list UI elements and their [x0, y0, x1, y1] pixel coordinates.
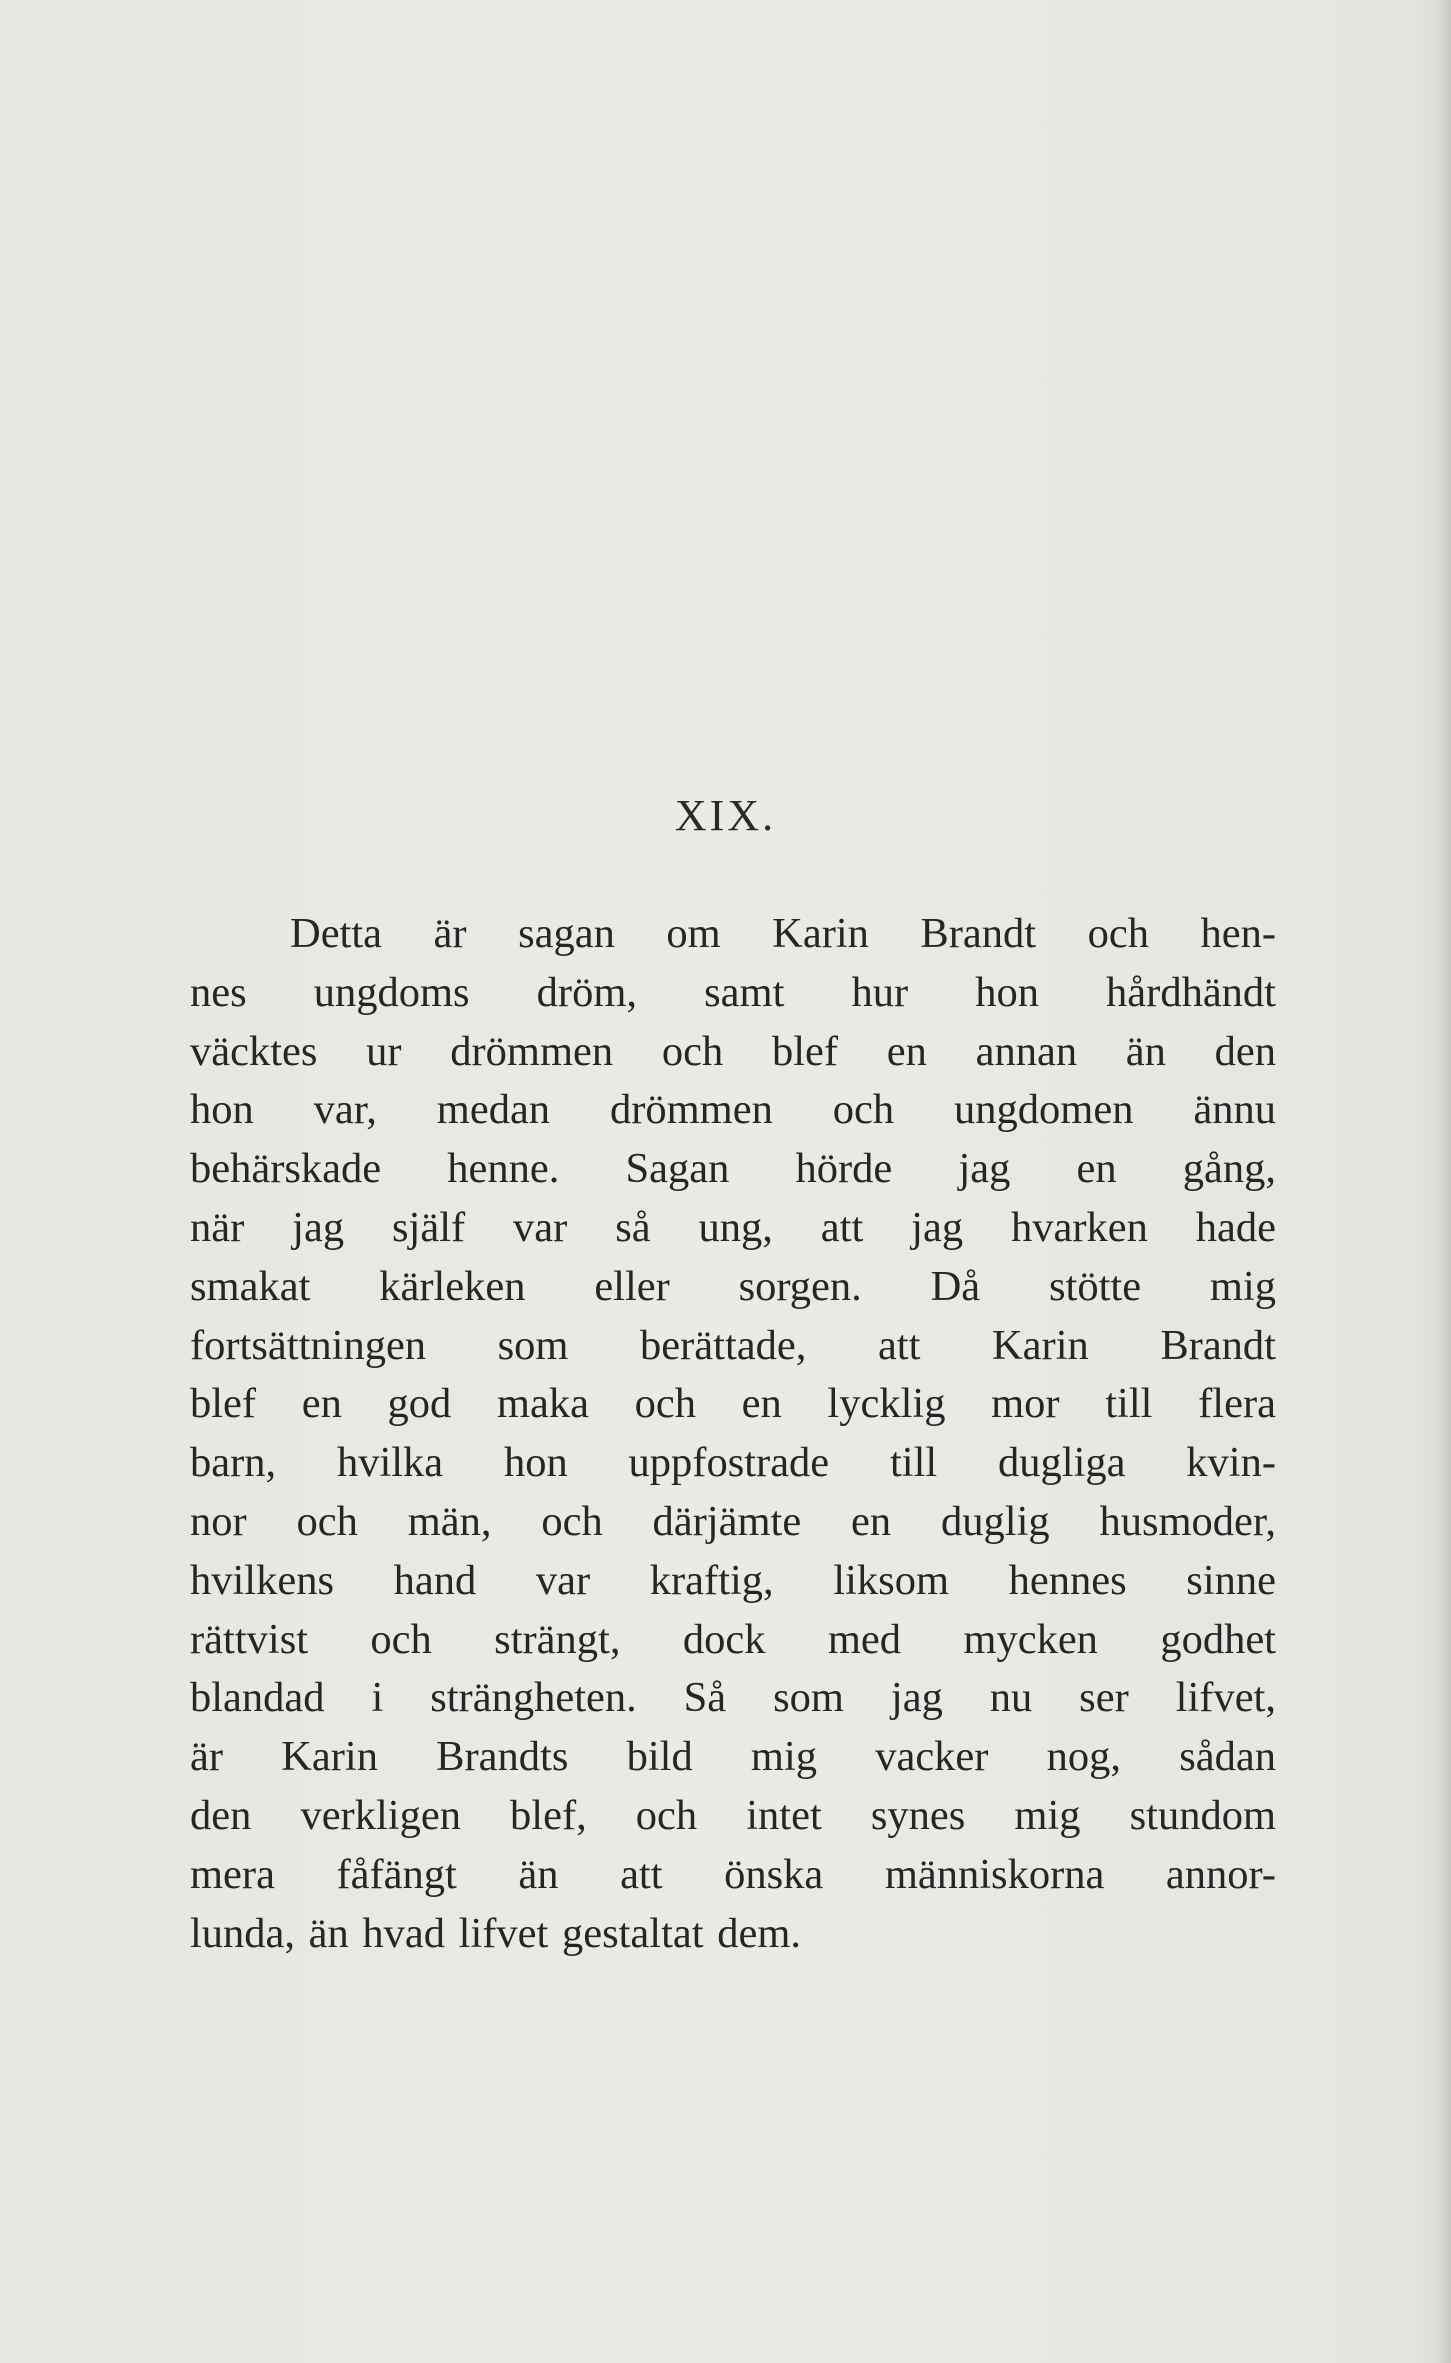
text-line: hvilkens hand var kraftig, liksom hennes sinne	[190, 1556, 1276, 1604]
text-line: Detta är sagan om Karin Brandt och hen-	[290, 910, 1276, 957]
text-line: blef en god maka och en lycklig mor till flera	[190, 1380, 1276, 1428]
text-line: mera fåfängt än att önska människorna annor-	[190, 1850, 1276, 1898]
text-line: fortsättningen som berättade, att Karin Brandt	[190, 1321, 1276, 1369]
chapter-heading: XIX.	[674, 791, 777, 840]
text-line: blandad i strängheten. Så som jag nu ser lifvet,	[190, 1674, 1276, 1722]
text-line: nes ungdoms dröm, samt hur hon hårdhändt	[190, 968, 1276, 1016]
text-line: behärskade henne. Sagan hörde jag en gång,	[190, 1145, 1276, 1193]
text-line: när jag själf var så ung, att jag hvarken hade	[190, 1203, 1276, 1251]
text-line: barn, hvilka hon uppfostrade till dugliga kvin-	[190, 1439, 1276, 1487]
text-line: hon var, medan drömmen och ungdomen ännu	[190, 1086, 1276, 1134]
chapter-paragraph	[190, 905, 1276, 1963]
text-line: är Karin Brandts bild mig vacker nog, sådan	[190, 1733, 1276, 1781]
page-edge-shadow	[1437, 0, 1451, 2363]
text-line: nor och män, och därjämte en duglig husmoder,	[190, 1497, 1276, 1545]
text-line: väcktes ur drömmen och blef en annan än den	[190, 1027, 1276, 1075]
text-line: smakat kärleken eller sorgen. Då stötte mig	[190, 1262, 1276, 1310]
text-line: den verkligen blef, och intet synes mig stundom	[190, 1791, 1276, 1839]
text-line: rättvist och strängt, dock med mycken godhet	[190, 1615, 1276, 1663]
text-line: lunda, än hvad lifvet gestaltat dem.	[190, 1909, 801, 1957]
